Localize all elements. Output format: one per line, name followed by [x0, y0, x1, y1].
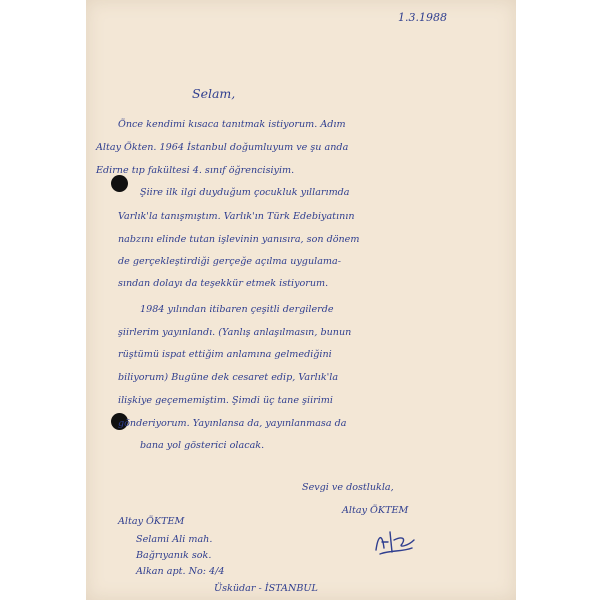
handwritten-signature — [372, 528, 418, 558]
body-line: Edirne tıp fakültesi 4. sınıf öğrencisiyim. — [96, 165, 295, 176]
body-line: Şiire ilk ilgi duyduğum çocukluk yıllarımda — [140, 187, 350, 198]
closing: Sevgi ve dostlukla, — [302, 482, 394, 493]
body-line: bana yol gösterici olacak. — [140, 440, 265, 451]
body-line: nabzını elinde tutan işlevinin yanısıra, son dönem — [118, 234, 360, 245]
address-line: Bağrıyanık sok. — [136, 550, 212, 561]
body-line: ilişkiye geçememiştim. Şimdi üç tane şiirimi — [118, 395, 333, 406]
address-line: Üsküdar - İSTANBUL — [214, 583, 318, 594]
address-line: Selami Ali mah. — [136, 534, 213, 545]
body-line: sından dolayı da teşekkür etmek istiyorum. — [118, 278, 329, 289]
body-line: 1984 yılından itibaren çeşitli dergilerde — [140, 304, 334, 315]
salutation: Selam, — [192, 86, 236, 101]
body-line: rüştümü ispat ettiğim anlamına gelmediğini — [118, 349, 332, 360]
address-line: Altay ÖKTEM — [118, 516, 185, 527]
punch-hole-top — [111, 175, 128, 192]
body-line: Altay Ökten. 1964 İstanbul doğumluyum ve şu anda — [96, 142, 349, 153]
body-line: biliyorum) Bugüne dek cesaret edip, Varlık'la — [118, 372, 339, 383]
body-line: Önce kendimi kısaca tanıtmak istiyorum. Adım — [118, 119, 346, 130]
body-line: gönderiyorum. Yayınlansa da, yayınlanmasa da — [118, 418, 347, 429]
letter-page — [86, 0, 516, 600]
body-line: Varlık'la tanışmıştım. Varlık'ın Türk Edebiyatının — [118, 211, 355, 222]
signature-name: Altay ÖKTEM — [342, 505, 409, 516]
body-line: şiirlerim yayınlandı. (Yanlış anlaşılmasın, bunun — [118, 327, 352, 338]
address-line: Alkan apt. No: 4/4 — [136, 566, 225, 577]
body-line: de gerçekleştirdiği gerçeğe açılma uygulama- — [118, 256, 341, 267]
letter-date: 1.3.1988 — [398, 11, 447, 24]
